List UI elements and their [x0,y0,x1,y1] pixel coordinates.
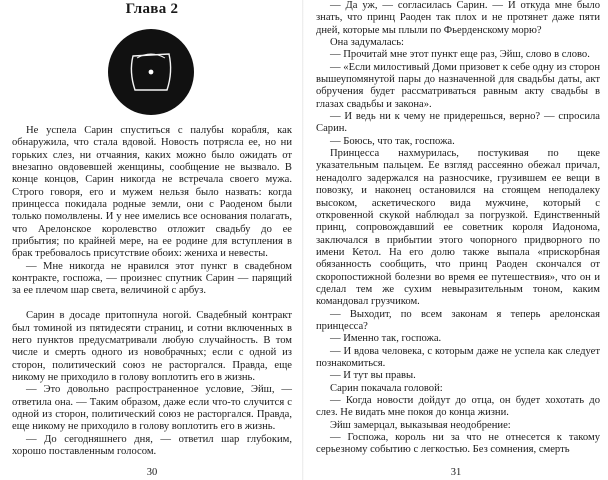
left-paragraph-2: — Мне никогда не нравился этот пункт в свадебном контракте, госпожа, — произнес спутник Сарин — парящий за ее плечом шар света, величиной с арбуз. [12,260,292,297]
chapter-title: Глава 2 [125,1,179,17]
page-number-left: 30 [146,467,158,478]
right-paragraph-12: Сарин покачала головой: [330,382,443,394]
right-paragraph-7: Принцесса нахмурилась, постукивая по щеке указательным пальцем. Ее взгляд рассеянно обежал причал, ненадолго задержался на разносчике, грузившем ее вещи в повозку, и наконец остановился на стоящем неподалеку высоком, аскетического вида мужчине, который с откровенной скукой наблюдал за погрузкой. Единственный принц, сопровождавший ее советник короля Иадонома, заключался в прибытии этого чопорного придворного по имени Кетол. На его долю также выпала «прискорбная обязанность сообщить, что принц Раоден скончался от скоропостижной болезни во время ее путешествия», что он и сделал тем же сухим невыразительным тоном, каким командовал грузчиком. [316,148,600,308]
chapter-emblem-icon [107,28,195,116]
page-number-right: 31 [450,467,462,478]
right-paragraph-5: — И ведь ни к чему не придерешься, верно? — спросила Сарин. [316,111,600,135]
left-paragraph-1: Не успела Сарин спуститься с палубы корабля, как обнаружила, что стала вдовой. Новость потрясла ее, но ни горьких слез, ни отчаяния, каких можно было ожидать от внезапно овдовевшей женщины, сообщение не вызвало. В конце концов, Сарин никогда не встречала своего мужа. Строго говоря, его и мужем нельзя было назвать: когда принцесса покидала родные земли, они с Раоденом были только помолвлены. И у нее имелись все основания полагать, что Арелонское королевство отложит свадьбу до ее прибытия; по крайней мере, на ее родине для вступления в брак требовалось присутствие обоих: жениха и невесты. [12,125,292,260]
right-paragraph-1: — Да уж, — согласилась Сарин. — И откуда мне было знать, что принц Раоден так плох и не протянет даже пяти дней, которые мы плыли по Фьерденскому морю? [316,0,600,36]
right-paragraph-9: — Именно так, госпожа. [330,333,442,345]
right-text-column [316,0,600,457]
left-paragraph-3: Сарин в досаде притопнула ногой. Свадебный контракт был томиной из пятидесяти страниц, и сотни включенных в него пунктов предусматривали любую случайность. В том числе и смерть одного из новобрачных; если с одной из сторон, политический союз не расторгался. Правда, еще никому не приходило в голову воплотить его в жизнь. [12,310,292,383]
left-text-column [12,125,292,458]
right-paragraph-13: — Когда новости дойдут до отца, он будет хохотать до слез. Не видать мне покоя до конца жизни. [316,395,600,419]
right-page [304,0,608,480]
right-paragraph-15: — Госпожа, король ни за что не отнесется к такому серьезному событию с легкостью. Без сомнения, смерть [316,432,600,456]
right-paragraph-10: — И вдова человека, с которым даже не успела как следует познакомиться. [316,345,600,369]
right-paragraph-2: Она задумалась: [330,37,404,49]
right-paragraph-8: — Выходит, по всем законам я теперь арелонская принцесса? [316,308,600,332]
right-paragraph-4: — «Если милостивый Доми призовет к себе одну из сторон вышеупомянутой пары до назначенной для свадьбы даты, акт обручения будет рассматриваться равным акту свадьбы в глазах свадьбы и закона». [316,61,600,110]
right-paragraph-6: — Боюсь, что так, госпожа. [330,135,455,147]
right-paragraph-3: — Прочитай мне этот пункт еще раз, Эйш, слово в слово. [330,49,590,61]
right-paragraph-11: — И тут вы правы. [330,370,416,382]
left-paragraph-5: — До сегодняшнего дня, — ответил шар глубоким, хорошо поставленным голосом. [12,433,292,457]
right-paragraph-14: Эйш замерцал, выказывая неодобрение: [330,419,511,431]
left-paragraph-4: — Это довольно распространенное условие, Эйш, — ответила она. — Таким образом, даже если что-то случится с одной из сторон, политический союз не расторгался. Правда, еще никому не приходило в голову воплотить его в жизнь. [12,384,292,433]
